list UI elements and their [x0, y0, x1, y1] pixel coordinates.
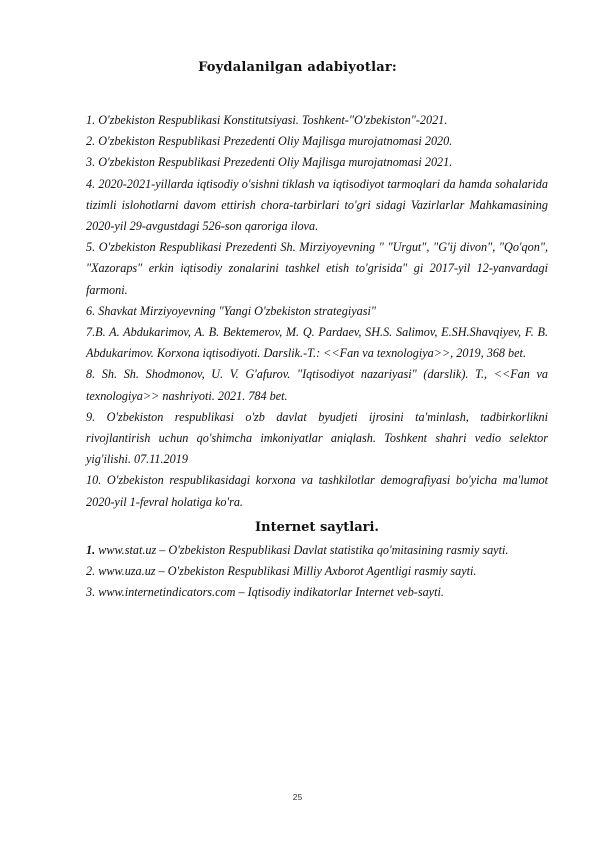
reference-item-9: 9. O'zbekiston respublikasi o'zb davlat byudjeti ijrosini ta'minlash, tadbirkorlikni rivojlantirish uchun qo'shimcha imkoniyatlar aniqlash. Toshkent shahri vedio selektor yig'ilishi. 07.11.2019 — [86, 409, 548, 467]
reference-item-10: 10. O'zbekiston respublikasidagi korxona va tashkilotlar demografiyasi bo'yicha ma'lumot 2020-yil 1-fevral holatiga ko'ra. — [86, 473, 548, 509]
internet-item-text: 3. www.internetindicators.com – Iqtisodiy indikatorlar Internet veb-sayti. — [86, 585, 444, 600]
reference-item-4: 4. 2020-2021-yillarda iqtisodiy o'sishni tiklash va iqtisodiyot tarmoqlari da hamda sohalarida tizimli islohotlarni davom ettirish chora-tarbirlari to'gri sidagi Vazirlarlar Mahkamasining 2020-yil 29-avgustdagi 526-son qaroriga ilova. — [86, 176, 548, 234]
internet-item-text: www.stat.uz – O'zbekiston Respublikasi Davlat statistika qo'mitasining rasmiy sayti. — [95, 542, 509, 557]
reference-list — [86, 110, 548, 603]
internet-item-3 — [86, 582, 548, 603]
reference-item-7: 7.B. A. Abdukarimov, A. B. Bektemerov, M. Q. Pardaev, SH.S. Salimov, E.SH.Shavqiyev, F. B. Abdukarimov. Korxona iqtisodiyoti. Darslik.-T.: <<Fan va texnologiya>>, 2019, 368 bet. — [86, 325, 548, 361]
reference-item-8: 8. Sh. Sh. Shodmonov, U. V. G'afurov. "Iqtisodiyot nazariyasi" (darslik). T., <<Fan va texnologiya>> nashriyoti. 2021. 784 bet. — [86, 367, 548, 403]
page-title: Foydalanilgan adabiyotlar: — [198, 60, 397, 75]
internet-item-text: 2. www.uza.uz – O'zbekiston Respublikasi Milliy Axborot Agentligi rasmiy sayti. — [86, 564, 477, 579]
reference-item-3: 3. O'zbekiston Respublikasi Prezedenti Oliy Majlisga murojatnomasi 2021. — [86, 155, 453, 170]
reference-item-2: 2. O'zbekiston Respublikasi Prezedenti Oliy Majlisga murojatnomasi 2020. — [86, 134, 453, 149]
reference-item-6: 6. Shavkat Mirziyoyevning "Yangi O'zbekiston strategiyasi" — [86, 303, 376, 318]
reference-item-5: 5. O'zbekiston Respublikasi Prezedenti Sh. Mirziyoyevning " "Urgut", "G'ij divon", "Qo'qon", "Xazoraps" erkin iqtisodiy zonalarini tashkel etish to'grisida" gi 2017-yil 12-yanvardagi farmoni. — [86, 240, 548, 297]
internet-item-number: 1. — [86, 542, 96, 557]
reference-item-1: 1. O'zbekiston Respublikasi Konstitutsiyasi. Toshkent-"O'zbekiston"-2021. — [86, 113, 448, 127]
internet-item-1 — [86, 540, 548, 561]
internet-sites-heading: Internet saytlari. — [255, 519, 379, 535]
internet-item-2 — [86, 561, 548, 582]
page-number: 25 — [292, 792, 303, 802]
